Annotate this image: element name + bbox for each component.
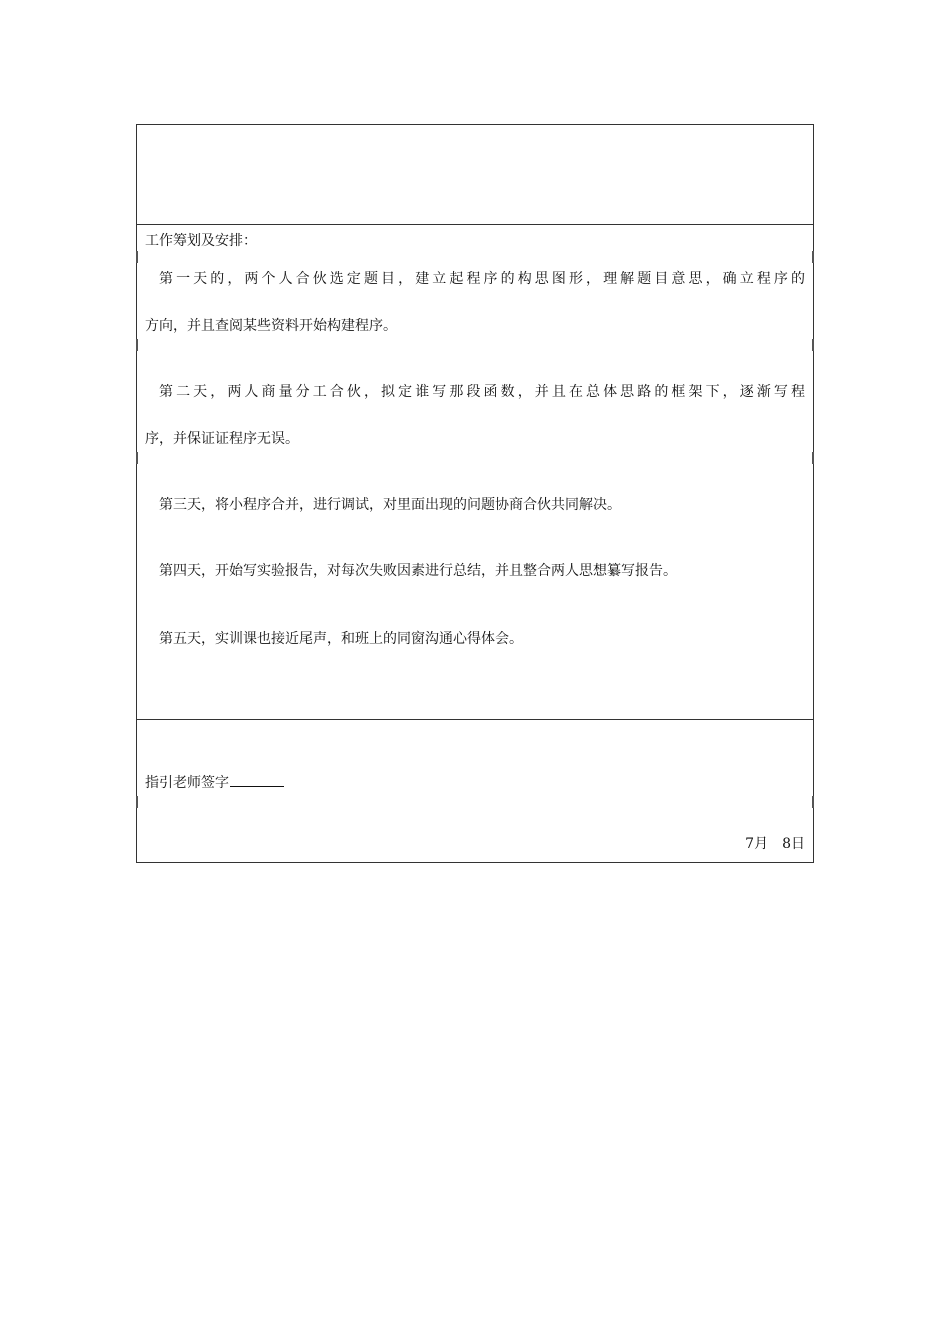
blank-row	[137, 125, 813, 225]
day-four-line-1: 第四天，开始写实验报告，对每次失败因素进行总结，并且整合两人思想纂写报告。	[159, 563, 677, 579]
form-table	[136, 124, 814, 863]
day-two-line-2: 序，并保证证程序无误。	[145, 431, 299, 447]
border-tick	[136, 339, 138, 351]
signature-section	[137, 720, 813, 862]
day-four-paragraph	[145, 561, 805, 581]
day-five-paragraph	[145, 629, 805, 649]
date	[745, 834, 805, 854]
border-tick	[812, 796, 814, 808]
day-three-line-1: 第三天，将小程序合并，进行调试，对里面出现的问题协商合伙共同解决。	[159, 497, 621, 513]
day-two-line-1: 第二天，两人商量分工合伙，拟定谁写那段函数，并且在总体思路的框架下，逐渐写程	[159, 384, 805, 400]
border-tick	[136, 796, 138, 808]
work-plan-section	[137, 225, 813, 720]
border-tick	[812, 452, 814, 464]
day-five-line-1: 第五天，实训课也接近尾声，和班上的同窗沟通心得体会。	[159, 631, 523, 647]
day-two-paragraph	[145, 382, 805, 449]
date-month: 7月	[745, 836, 769, 852]
border-tick	[136, 452, 138, 464]
border-tick	[136, 251, 138, 263]
day-one-paragraph	[145, 269, 805, 336]
date-day: 8日	[782, 836, 805, 852]
signature-label: 指引老师签字	[145, 775, 229, 791]
day-three-paragraph	[145, 495, 805, 515]
day-one-line-2: 方向，并且查阅某些资料开始构建程序。	[145, 318, 397, 334]
signature-line	[145, 772, 284, 793]
border-tick	[812, 251, 814, 263]
work-plan-heading: 工作筹划及安排：	[145, 233, 257, 249]
signature-blank	[230, 772, 284, 787]
day-one-line-1: 第一天的，两个人合伙选定题目，建立起程序的构思图形，理解题目意思，确立程序的	[159, 271, 805, 287]
border-tick	[812, 339, 814, 351]
